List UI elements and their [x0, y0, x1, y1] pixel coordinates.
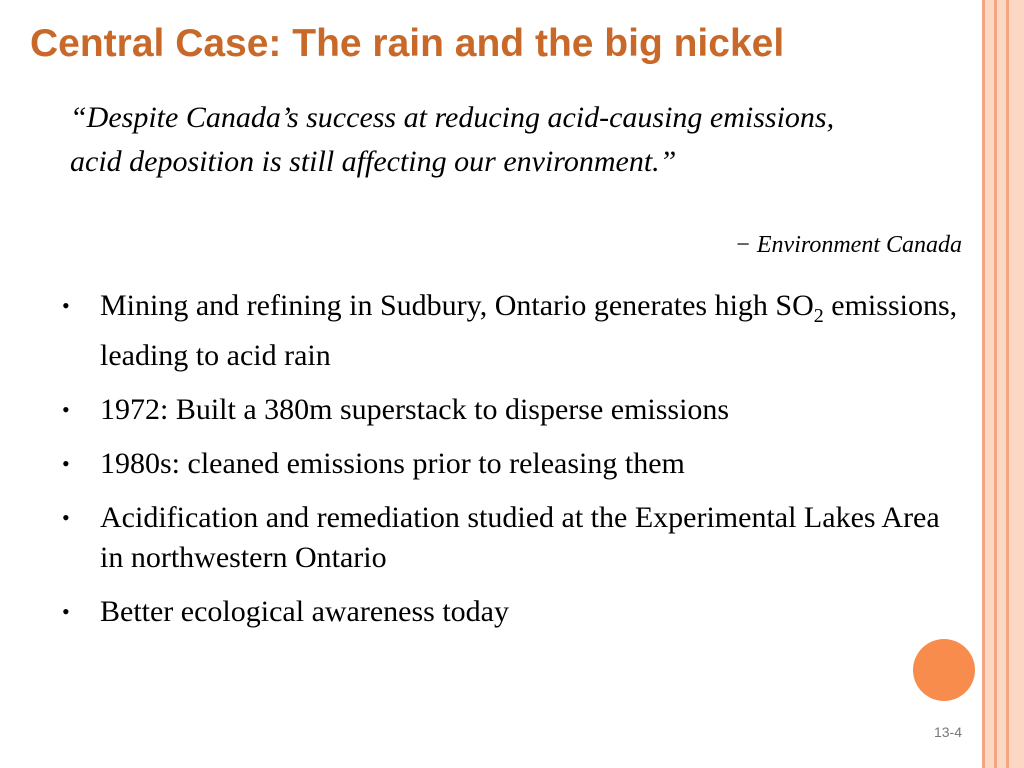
bullet-text: Mining and refining in Sudbury, Ontario generates high $SO_2$ emissions, leading to acid rain [100, 289, 958, 372]
slide-title: Central Case: The rain and the big nickel [30, 22, 785, 65]
bullet-item [62, 286, 962, 376]
stripe [985, 0, 994, 768]
bullet-text: Acidification and remediation studied at the Experimental Lakes Area in northwestern Ontario [100, 501, 940, 574]
bullet-item [62, 390, 962, 430]
bullet-icon: • [62, 397, 70, 422]
bullet-icon: • [62, 451, 70, 476]
bullet-list [62, 286, 962, 646]
page-number: 13-4 [933, 724, 962, 740]
quote-attribution: − Environment Canada [734, 232, 962, 258]
decorative-side-stripes [982, 0, 1024, 768]
stripe [1009, 0, 1024, 768]
bullet-item [62, 444, 962, 484]
bullet-text: 1980s: cleaned emissions prior to releasing them [100, 447, 685, 480]
bullet-icon: • [62, 505, 70, 530]
bullet-icon: • [62, 293, 70, 318]
bullet-text: 1972: Built a 380m superstack to disperse emissions [100, 393, 730, 426]
quote-text: “Despite Canada’s success at reducing acid-causing emissions, acid deposition is still affecting our environment.” [70, 101, 835, 178]
bullet-icon: • [62, 599, 70, 624]
stripe [997, 0, 1006, 768]
bullet-text: Better ecological awareness today [100, 595, 509, 628]
bullet-item [62, 592, 962, 632]
bullet-item [62, 498, 962, 578]
decorative-circle [913, 639, 975, 701]
